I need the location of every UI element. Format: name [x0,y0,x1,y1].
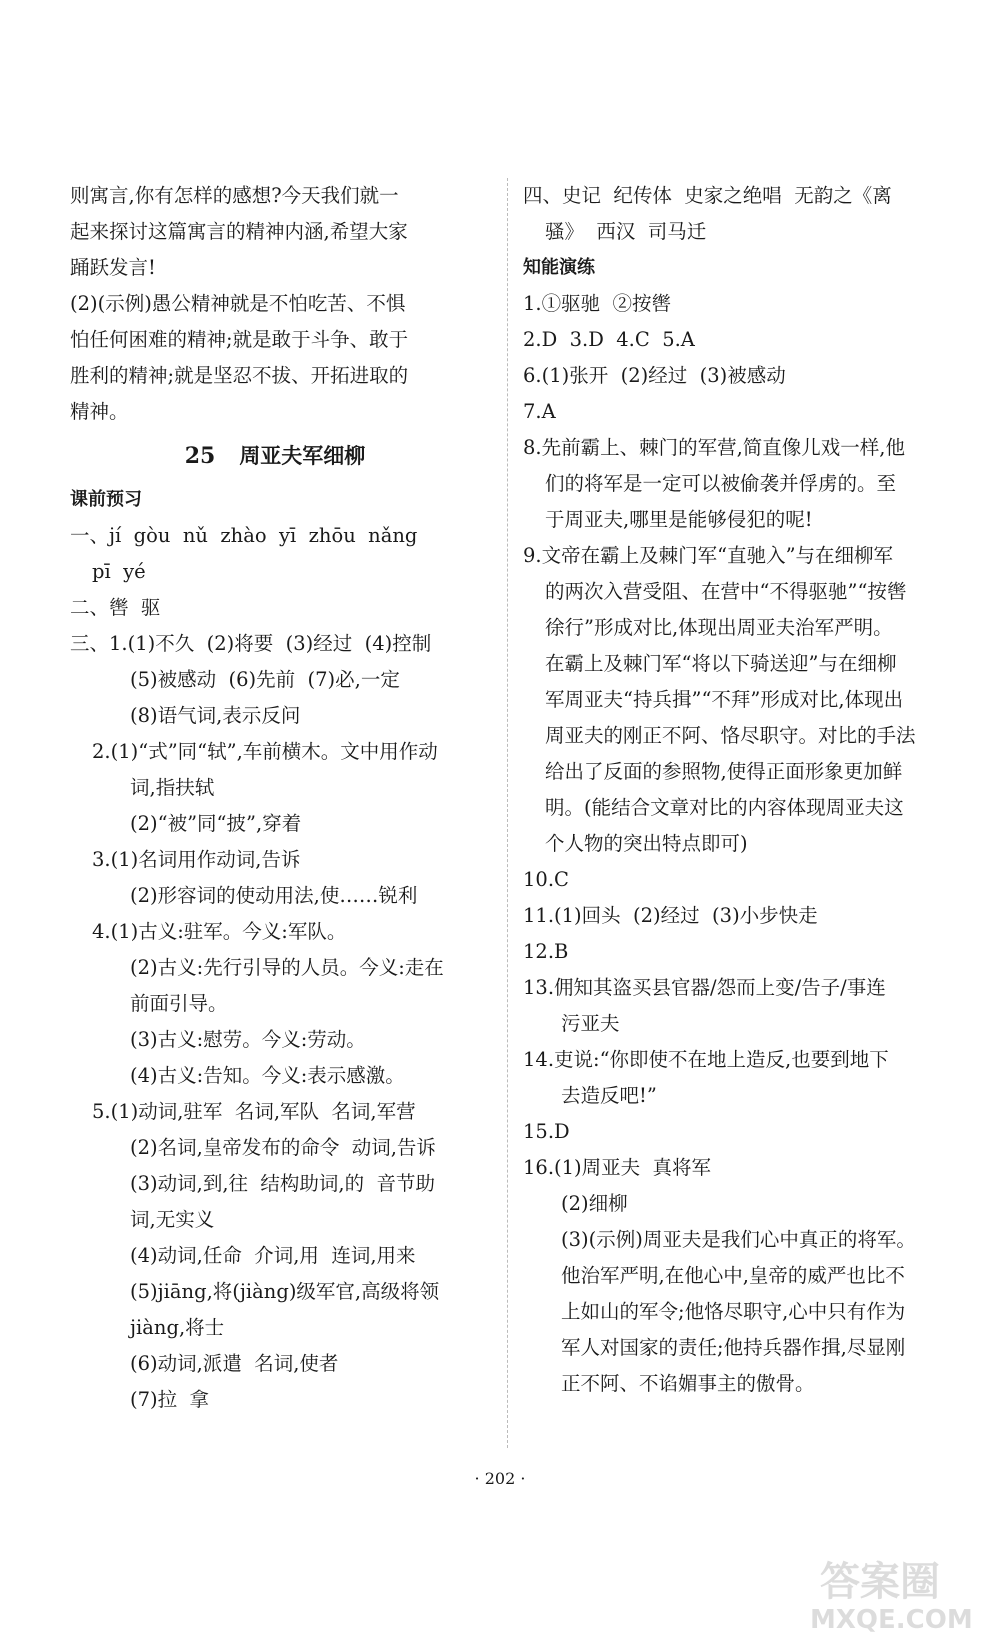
lesson-name: 周亚夫军细柳 [239,443,366,468]
answer-line: (2)细柳 [561,1192,628,1215]
answer-line: 16.(1)周亚夫 真将军 [523,1156,712,1179]
answer-line: 污亚夫 [561,1012,620,1035]
answer-line: 8.先前霸上、棘门的军营,简直像儿戏一样,他 [523,436,906,459]
answer-line: 10.C [523,868,569,891]
answer-line: 7.A [523,400,556,423]
answer-line: 徐行”形成对比,体现出周亚夫治军严明。 [545,616,893,639]
left-column [70,178,480,1418]
answer-line: 前面引导。 [130,992,228,1015]
lesson-number: 25 [184,443,216,469]
answer-line: 去造反吧!” [561,1084,657,1107]
answer-line: 三、1.(1)不久 (2)将要 (3)经过 (4)控制 [70,632,432,655]
answer-line: (5)被感动 (6)先前 (7)必,一定 [130,668,400,691]
answer-line: (5)jiāng,将(jiàng)级军官,高级将领 [130,1280,440,1303]
answer-line: 4.(1)古义:驻军。今义:军队。 [92,920,347,943]
watermark-logo [800,1545,980,1645]
answer-line: (4)古义:告知。今义:表示感激。 [130,1064,405,1087]
right-column [523,178,948,1402]
answer-line: 周亚夫的刚正不阿、恪尽职守。对比的手法 [545,724,916,747]
answer-line: 12.B [523,940,569,963]
text-line: 精神。 [70,400,129,423]
answer-line: 5.(1)动词,驻军 名词,军队 名词,军营 [92,1100,416,1123]
answer-line: 14.吏说:“你即使不在地上造反,也要到地下 [523,1048,889,1071]
answer-line: 四、史记 纪传体 史家之绝唱 无韵之《离 [523,184,892,207]
column-divider [507,178,508,1448]
answer-line: (2)“被”同“披”,穿着 [130,812,302,835]
answer-line: 2.(1)“式”同“轼”,车前横木。文中用作动 [92,740,438,763]
section-heading: 知能演练 [523,257,595,278]
answer-line: 3.(1)名词用作动词,告诉 [92,848,301,871]
answer-line: 在霸上及棘门军“将以下骑送迎”与在细柳 [545,652,897,675]
answer-line: 13.佣知其盗买县官器/怨而上变/告子/事连 [523,976,886,999]
answer-line: 11.(1)回头 (2)经过 (3)小步快走 [523,904,818,927]
answer-line: 正不阿、不谄媚事主的傲骨。 [561,1372,815,1395]
text-line: 怕任何困难的精神;就是敢于斗争、敢于 [70,328,409,351]
answer-line: 上如山的军令;他恪尽职守,心中只有作为 [561,1300,906,1323]
answer-line: 一、jí gòu nǔ zhào yī zhōu nǎng [70,524,418,547]
watermark-url: MXQE.COM [810,1605,973,1635]
answer-line: 15.D [523,1120,570,1143]
answer-line: 明。(能结合文章对比的内容体现周亚夫这 [545,796,904,819]
answer-line: 二、辔 驱 [70,596,161,619]
answer-line: 他治军严明,在他心中,皇帝的威严也比不 [561,1264,905,1287]
answer-line: (4)动词,任命 介词,用 连词,用来 [130,1244,416,1267]
answer-line: (2)古义:先行引导的人员。今义:走在 [130,956,444,979]
watermark-text: 答案圈 [820,1559,940,1605]
answer-line: 给出了反面的参照物,使得正面形象更加鲜 [545,760,903,783]
answer-line: 的两次入营受阻、在营中“不得驱驰”“按辔 [545,580,907,603]
answer-line: 词,指扶轼 [130,776,215,799]
section-heading: 课前预习 [70,489,142,510]
answer-line: 于周亚夫,哪里是能够侵犯的呢! [545,508,813,531]
answer-line: jiàng,将士 [130,1316,225,1339]
text-line: 踊跃发言! [70,256,156,279]
answer-line: (7)拉 拿 [130,1388,210,1411]
answer-line: 骚》 西汉 司马迁 [545,220,707,243]
answer-line: 6.(1)张开 (2)经过 (3)被感动 [523,364,786,387]
answer-line: (3)动词,到,往 结构助词,的 音节助 [130,1172,436,1195]
answer-line: 个人物的突出特点即可) [545,832,748,855]
answer-line: 们的将军是一定可以被偷袭并俘虏的。至 [545,472,897,495]
text-line: 起来探讨这篇寓言的精神内涵,希望大家 [70,220,408,243]
text-line: 则寓言,你有怎样的感想?今天我们就一 [70,184,399,207]
answer-line: (3)(示例)周亚夫是我们心中真正的将军。 [561,1228,916,1251]
answer-line: 2.D 3.D 4.C 5.A [523,328,695,351]
page-number: · 202 · [474,1469,526,1488]
answer-line: (6)动词,派遣 名词,使者 [130,1352,339,1375]
text-line: 胜利的精神;就是坚忍不拔、开拓进取的 [70,364,409,387]
answer-line: (3)古义:慰劳。今义:劳动。 [130,1028,366,1051]
answer-line: (2)形容词的使动用法,使……锐利 [130,884,418,907]
text-line: (2)(示例)愚公精神就是不怕吃苦、不惧 [70,292,406,315]
answer-line: 1.①驱驰 ②按辔 [523,292,672,315]
answer-line: 9.文帝在霸上及棘门军“直驰入”与在细柳军 [523,544,894,567]
answer-line: (2)名词,皇帝发布的命令 动词,告诉 [130,1136,436,1159]
answer-line: 军周亚夫“持兵揖”“不拜”形成对比,体现出 [545,688,904,711]
answer-line: 词,无实义 [130,1208,215,1231]
answer-line: (8)语气词,表示反问 [130,704,301,727]
lesson-title [70,430,480,482]
answer-line: pī yé [92,560,146,583]
answer-line: 军人对国家的责任;他持兵器作揖,尽显刚 [561,1336,906,1359]
